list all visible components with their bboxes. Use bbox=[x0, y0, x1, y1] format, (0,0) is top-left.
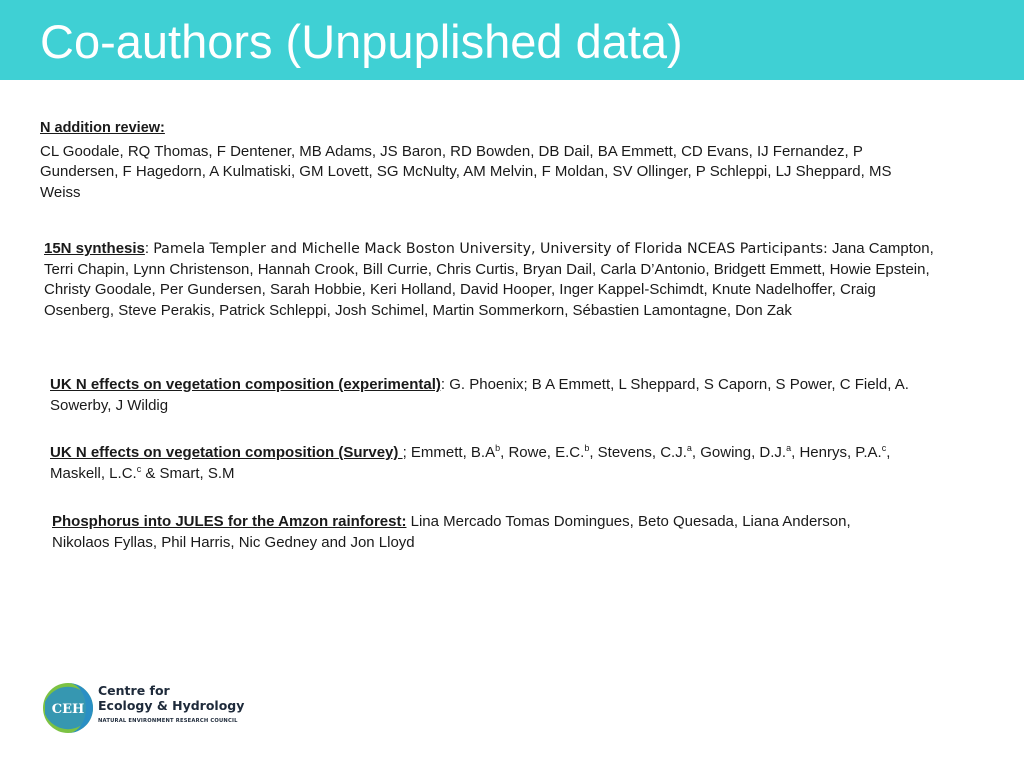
section-phosphorus bbox=[52, 512, 902, 553]
author-text: ; Emmett, B.A bbox=[402, 444, 496, 461]
author-text: , Maskell, L.C. bbox=[50, 444, 891, 482]
ceh-badge-icon bbox=[42, 682, 94, 734]
section-15n-synthesis bbox=[44, 239, 944, 321]
slide-title: Co-authors (Unpuplished data) bbox=[40, 15, 683, 68]
section-n-addition bbox=[40, 118, 920, 203]
ceh-logo bbox=[42, 680, 252, 740]
affiliation-mark: a bbox=[786, 443, 792, 453]
logo-wordmark bbox=[98, 683, 244, 713]
section-uk-experimental bbox=[50, 375, 910, 416]
affiliation-mark: c bbox=[136, 463, 142, 474]
heading-colon: : bbox=[144, 240, 154, 257]
logo-line-1: Centre for bbox=[98, 683, 170, 698]
author-text: , Stevens, C.J. bbox=[589, 444, 687, 461]
title-bar bbox=[0, 0, 1024, 80]
author-text: , Henrys, P.A. bbox=[791, 444, 882, 461]
author-list: Lina Mercado Tomas Domingues, Beto Quesada, Liana Anderson, Nikolaos Fyllas, Phil Harris, Nic Gedney and Jon Lloyd bbox=[52, 513, 851, 551]
section-uk-survey bbox=[50, 443, 920, 484]
affiliation-mark: a bbox=[686, 443, 692, 453]
lead-text: Pamela Templer and Michelle Mack Boston University, University of Florida NCEAS Participants: bbox=[153, 241, 828, 257]
affiliation-mark: c bbox=[881, 443, 887, 453]
badge-text: CEH bbox=[51, 702, 85, 717]
section-heading: UK N effects on vegetation composition (experimental) bbox=[50, 376, 441, 393]
affiliation-mark: b bbox=[495, 443, 501, 453]
author-list: CL Goodale, RQ Thomas, F Dentener, MB Adams, JS Baron, RD Bowden, DB Dail, BA Emmett, CD Evans, IJ Fernandez, P Gundersen, F Hagedorn, A Kulmatiski, GM Lovett, SG McNulty, AM Melvin, F Moldan, SV Ollinger, P Schleppi, LJ Sheppard, MS Weiss bbox=[40, 142, 892, 201]
author-text: , Gowing, D.J. bbox=[691, 444, 787, 461]
author-text: & Smart, S.M bbox=[141, 464, 235, 482]
logo-line-2: Ecology & Hydrology bbox=[98, 698, 245, 713]
affiliation-mark: b bbox=[584, 443, 590, 453]
section-heading: N addition review: bbox=[40, 120, 165, 136]
author-list: : G. Phoenix; B A Emmett, L Sheppard, S Caporn, S Power, C Field, A. Sowerby, J Wildig bbox=[50, 376, 909, 414]
logo-subline: NATURAL ENVIRONMENT RESEARCH COUNCIL bbox=[98, 718, 238, 724]
section-heading: 15N synthesis bbox=[44, 240, 145, 257]
section-heading: Phosphorus into JULES for the Amzon rainforest: bbox=[52, 513, 407, 530]
author-text: , Rowe, E.C. bbox=[500, 444, 585, 461]
section-heading: UK N effects on vegetation composition (Survey) bbox=[50, 444, 403, 461]
author-list: Jana Campton, Terri Chapin, Lynn Christenson, Hannah Crook, Bill Currie, Chris Curtis, Bryan Dail, Carla D’Antonio, Bridgett Emmett, Howie Epstein, Christy Goodale, Per Gundersen, Sarah Hobbie, Keri Holland, David Hooper, Inger Kappel-Schimdt, Knute Nadelhoffer, Craig Osenberg, Steve Perakis, Patrick Schleppi, Josh Schimel, Martin Sommerkorn, Sébastien Lamontagne, Don Zak bbox=[44, 240, 934, 319]
